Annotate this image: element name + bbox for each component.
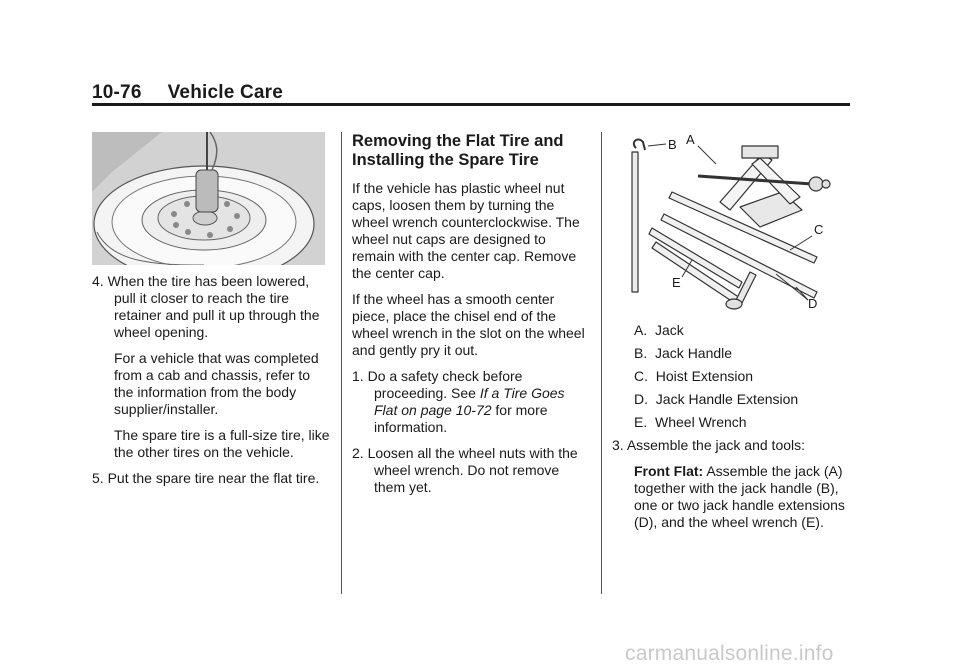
column-2 bbox=[352, 132, 590, 505]
paragraph: If the vehicle has plastic wheel nut caps, loosen them by turning the wheel wrench counterclockwise. The wheel nut caps are designed to remain with the center cap. Remove the center cap. bbox=[352, 180, 580, 281]
legend-item: C. Hoist Extension bbox=[634, 368, 754, 384]
legend-item: B. Jack Handle bbox=[634, 345, 733, 361]
step-2: 2. Loosen all the wheel nuts with the wheel wrench. Do not remove them yet. bbox=[352, 445, 578, 495]
front-flat-instructions: Front Flat: Assemble the jack (A) together with the jack handle (B), one or two jack handle extensions (D), and the wheel wrench (E). bbox=[634, 463, 845, 530]
step-4-note: For a vehicle that was completed from a cab and chassis, refer to the information from the body supplier/installer. bbox=[114, 350, 319, 417]
figure-label-a: A bbox=[686, 132, 695, 147]
page-header bbox=[92, 82, 283, 104]
step-3: 3. Assemble the jack and tools: bbox=[612, 437, 806, 453]
step-1: 1. Do a safety check before proceeding. See If a Tire Goes Flat on page 10-72 for more information. bbox=[352, 368, 565, 435]
column-divider bbox=[341, 132, 342, 594]
legend-item: A. Jack bbox=[634, 322, 684, 338]
watermark: carmanualsonline.info bbox=[625, 642, 834, 665]
section-title: Vehicle Care bbox=[167, 82, 284, 103]
figure-label-b: B bbox=[668, 137, 677, 152]
figure-legend bbox=[612, 322, 850, 431]
jack-tools-illustration bbox=[612, 132, 850, 312]
step-4-note: The spare tire is a full-size tire, like the other tires on the vehicle. bbox=[114, 427, 330, 460]
figure-label-c: C bbox=[814, 222, 824, 237]
header-rule bbox=[92, 103, 850, 106]
figure-label-d: D bbox=[808, 296, 818, 311]
paragraph: If the wheel has a smooth center piece, place the chisel end of the wheel wrench in the slot on the wheel and gently pry it out. bbox=[352, 291, 585, 358]
section-heading: Removing the Flat Tire and Installing the Spare Tire bbox=[352, 132, 564, 169]
column-3 bbox=[612, 132, 850, 540]
step-4: 4. When the tire has been lowered, pull it closer to reach the tire retainer and pull it up through the wheel opening. bbox=[92, 273, 320, 340]
legend-item: E. Wheel Wrench bbox=[634, 414, 747, 430]
figure-label-e: E bbox=[672, 275, 681, 290]
spare-tire-illustration bbox=[92, 132, 325, 265]
legend-item: D. Jack Handle Extension bbox=[634, 391, 799, 407]
step-5: 5. Put the spare tire near the flat tire. bbox=[92, 470, 320, 486]
cross-reference-link[interactable]: If a Tire Goes Flat on page 10-72 bbox=[374, 385, 565, 418]
column-1 bbox=[92, 132, 330, 496]
page-number: 10-76 bbox=[92, 82, 142, 103]
column-divider bbox=[601, 132, 602, 594]
